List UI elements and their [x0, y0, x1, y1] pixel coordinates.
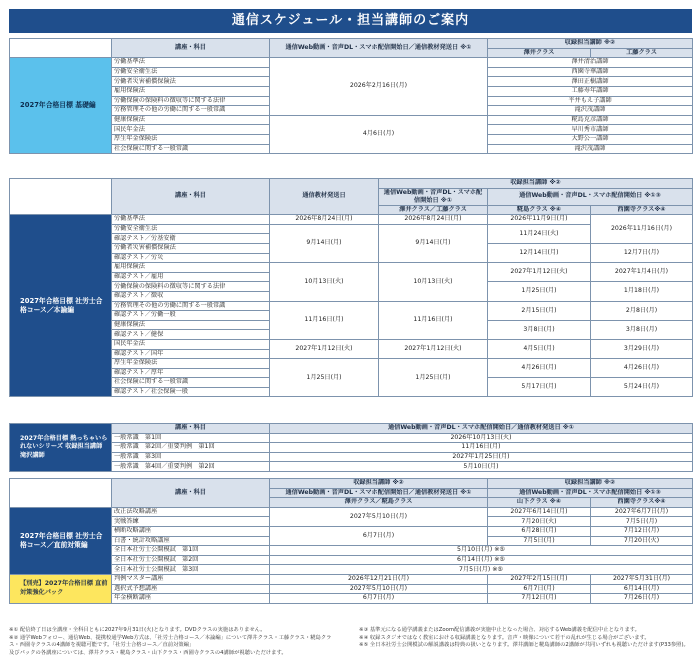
header-yamashita-class: 山下クラス ※④	[488, 498, 591, 508]
saionji-date-cell: 2月8日(月)	[591, 301, 693, 320]
footnotes	[9, 627, 692, 667]
subject-cell: 労働基準法	[112, 58, 270, 68]
ship-date-cell: 11月16日(月)	[270, 301, 379, 339]
teacher-cell: 糀島克彦講師	[488, 115, 693, 125]
subject-cell: 選択式予想講座	[112, 584, 270, 594]
header-ship-date: 通信教材発送日	[270, 179, 379, 215]
subject-cell: 一般常識 第1回	[112, 433, 270, 443]
saionji-date-cell: 1月18日(月)	[591, 282, 693, 301]
footnotes-right	[359, 627, 689, 650]
footnotes-left	[9, 627, 339, 658]
yamashita-date-cell: 6月28日(月)	[488, 526, 591, 536]
tsuga-date-cell: 2月15日(月)	[488, 301, 591, 320]
ship-date-cell: 2027年1月12日(火)	[270, 339, 379, 358]
subject-cell: 確認テスト／厚年	[112, 368, 270, 378]
header-sawai-tsuga-class: 澤井クラス／糀島クラス	[270, 498, 488, 508]
main-course-schedule-table	[9, 178, 693, 397]
date-cell: 2026年10月13日(火)	[270, 433, 693, 443]
header-date: 通信Web動画・音声DL・スマホ配信開始日／通信教材発送日 ※①	[270, 39, 488, 58]
subject-cell: 一般常識 第2回／重要判例 第1回	[112, 443, 270, 453]
category-label: 2027年合格目標 熱っちゃいられないシリーズ 収録担当講師 滝沢講師	[10, 424, 112, 472]
web-date-cell: 10月13日(火)	[379, 263, 488, 301]
saionji-date-cell: 12月7日(月)	[591, 243, 693, 262]
web-date-cell: 11月16日(月)	[379, 301, 488, 339]
tsuga-date-cell: 1月25日(月)	[488, 282, 591, 301]
category-label-pack: 【別売】2027年合格目標 直前対策強化パック	[10, 574, 112, 603]
header-subject: 講座・科目	[112, 39, 270, 58]
subject-cell: 確認テスト／国年	[112, 349, 270, 359]
header-saionji-class: 西園寺クラス※④	[591, 498, 693, 508]
saionji-date-cell: 6月14日(月)	[591, 584, 693, 594]
yamashita-date-cell: 7月12日(月)	[488, 594, 591, 604]
saionji-date-cell: 3月8日(月)	[591, 320, 693, 339]
series-schedule-table	[9, 423, 693, 472]
category-label: 2027年合格目標 社労士合格コース／直前対策編	[10, 507, 112, 574]
saionji-date-cell: 2027年5月31日(月)	[591, 574, 693, 584]
header-web-date: 通信Web動画・音声DL・スマホ配信開始日／通信教材発送日 ※①	[270, 488, 488, 498]
subject-cell: 実戦答練	[112, 517, 270, 527]
subject-cell: 労働保険の保険料の徴収等に関する法律	[112, 96, 270, 106]
subject-cell: 厚生年金保険法	[112, 134, 270, 144]
subject-cell: 判例マスター講座	[112, 574, 270, 584]
subject-cell: 労働基準法	[112, 215, 270, 225]
subject-cell: 確認テスト／労基安衛	[112, 234, 270, 244]
saionji-date-cell: 5月24日(月)	[591, 378, 693, 397]
subject-cell: 厚生年金保険法	[112, 359, 270, 369]
yamashita-date-cell: 6月7日(月)	[488, 584, 591, 594]
subject-cell: 社会保険に関する一般常識	[112, 378, 270, 388]
header-subject: 講座・科目	[112, 479, 270, 508]
tsuga-date-cell: 4月5日(月)	[488, 339, 591, 358]
date-cell: 2027年1月25日(月)	[270, 452, 693, 462]
subject-cell: 白書・統計攻略講座	[112, 536, 270, 546]
mock-exam-cell: 全日本社労士公開模試 第1回	[112, 546, 270, 556]
subject-cell: 労働安全衛生法	[112, 224, 270, 234]
tsuga-date-cell: 11月24日(火)	[488, 224, 591, 243]
subject-cell: 確認テスト／徴収	[112, 291, 270, 301]
teacher-cell: 工藤寿年講師	[488, 86, 693, 96]
web-date-cell: 2026年12月21日(月)	[270, 574, 488, 584]
subject-cell: 社会保険に関する一般常識	[112, 144, 270, 154]
yamashita-date-cell: 2027年2月15日(月)	[488, 574, 591, 584]
saionji-date-cell: 2027年6月7日(月)	[591, 507, 693, 517]
teacher-cell: 平井もえ子講師	[488, 96, 693, 106]
header-teacher-a: 収録担当講師 ※②	[270, 479, 488, 489]
teacher-cell: 滝沢茂講師	[488, 106, 693, 116]
subject-cell: 健康保険法	[112, 115, 270, 125]
saionji-date-cell: 2027年1月4日(月)	[591, 263, 693, 282]
date-cell: 2026年2月16日(月)	[270, 58, 488, 116]
subject-cell: 労働保険の保険料の徴収等に関する法律	[112, 282, 270, 292]
page-title: 通信スケジュール・担当講師のご案内	[9, 9, 692, 33]
tsuga-date-cell: 4月26日(月)	[488, 359, 591, 378]
web-date-cell: 2027年5月10日(月)	[270, 507, 488, 526]
date-cell: 11月16日(月)	[270, 443, 693, 453]
tsuga-date-cell: 12月14日(月)	[488, 243, 591, 262]
header-sawai-class: 澤井クラス	[488, 48, 591, 58]
footnote: 及びパックの各講座については、澤井クラス・糀島クラス・山下クラス・西園寺クラスの4講師が視聴いただけます。	[9, 650, 287, 657]
subject-cell: 一般常識 第4回／重要判例 第2回	[112, 462, 270, 472]
footnote: ※③ 基準元になる通学講義またはZoom配信講義が実施中止となった場合、対応するWeb講義を配信中止となります。	[359, 627, 640, 633]
teacher-cell: 早川秀市講師	[488, 125, 693, 135]
header-sawai-kudo-class: 澤井クラス／工藤クラス	[379, 205, 488, 215]
header-saionji-class: 西園寺クラス※④	[591, 205, 693, 215]
footnote: ※② 通学Webフォロー、通信Web、提携校通学Web方式は、「社労士合格コース／本論編」について澤井クラス・工藤クラス・糀島クラス・西園寺クラスの4講師を視聴可能です。「社労士合格コース／直前対策編」	[9, 634, 332, 649]
teacher-cell: 西園寺華講師	[488, 67, 693, 77]
header-blank	[10, 179, 112, 215]
date-cell: 5月10日(月)	[270, 462, 693, 472]
yamashita-date-cell: 7月20日(火)	[488, 517, 591, 527]
header-subject: 講座・科目	[112, 179, 270, 215]
subject-cell: 確認テスト／社会保険一般	[112, 387, 270, 397]
tsuga-date-cell: 2026年11月9日(月)	[488, 215, 591, 225]
header-teacher: 収録担当講師 ※②	[488, 39, 693, 49]
subject-cell: 確認テスト／健保	[112, 330, 270, 340]
footnote: ※④ 収録スタジオではなく教室における収録講義となります。音声・映像について若干の乱れが生じる場合がございます。	[359, 634, 650, 641]
teacher-cell: 滝沢茂講師	[488, 144, 693, 154]
yamashita-date-cell: 2027年6月14日(月)	[488, 507, 591, 517]
saionji-date-cell: 7月5日(月)	[591, 517, 693, 527]
final-prep-schedule-table	[9, 478, 693, 604]
saionji-date-cell: 3月29日(月)	[591, 339, 693, 358]
basic-schedule-table	[9, 38, 693, 154]
saionji-date-cell: 7月26日(月)	[591, 594, 693, 604]
header-tsuga-class: 糀島クラス ※④	[488, 205, 591, 215]
subject-cell: 労務管理その他の労働に関する一般常識	[112, 301, 270, 311]
web-date-cell: 2026年8月24日(月)	[379, 215, 488, 225]
subject-cell: 横断攻略講座	[112, 526, 270, 536]
footnote: ※⑤ 全日本社労士公開模試の解説講義は特典の扱いとなります。澤井講師と糀島講師の2講師が共同いずれも視聴いただけます(P33参照)。	[359, 642, 689, 649]
date-cell: 4月6日(月)	[270, 115, 488, 153]
tsuga-date-cell: 3月8日(月)	[488, 320, 591, 339]
header-teacher-b: 収録担当講師 ※②	[488, 479, 693, 489]
subject-cell: 労働者災害補償保険法	[112, 243, 270, 253]
subject-cell: 雇用保険法	[112, 263, 270, 273]
teacher-cell: 澤井清治講師	[488, 58, 693, 68]
subject-cell: 労働安全衛生法	[112, 67, 270, 77]
subject-cell: 労働者災害補償保険法	[112, 77, 270, 87]
teacher-cell: 大野公一講師	[488, 134, 693, 144]
web-date-cell: 9月14日(月)	[379, 224, 488, 262]
subject-cell: 一般常識 第3回	[112, 452, 270, 462]
mock-date-cell: 6月14日(月) ※⑤	[270, 555, 693, 565]
mock-date-cell: 5月10日(月) ※⑤	[270, 546, 693, 556]
category-label: 2027年合格目標 社労士合格コース／本論編	[10, 215, 112, 397]
footnote: ※① 配信終了日は全講座・全科目ともに2027年9月31日(火)となります。DVDクラスの実施はありません。	[9, 627, 266, 633]
mock-date-cell: 7月5日(月) ※⑤	[270, 565, 693, 575]
mock-exam-cell: 全日本社労士公開模試 第2回	[112, 555, 270, 565]
web-date-cell: 6月7日(月)	[270, 526, 488, 545]
saionji-date-cell: 7月20日(火)	[591, 536, 693, 546]
tsuga-date-cell: 5月17日(月)	[488, 378, 591, 397]
saionji-date-cell: 4月26日(月)	[591, 359, 693, 378]
subject-cell: 改正法攻略講座	[112, 507, 270, 517]
subject-cell: 国民年金法	[112, 339, 270, 349]
ship-date-cell: 1月25日(月)	[270, 359, 379, 397]
ship-date-cell: 10月13日(火)	[270, 263, 379, 301]
header-web-date-2: 通信Web動画・音声DL・スマホ配信開始日 ※①③	[488, 488, 693, 498]
yamashita-date-cell: 7月5日(月)	[488, 536, 591, 546]
header-web-date: 通信Web動画・音声DL・スマホ配信開始日 ※①	[379, 188, 488, 205]
subject-cell: 健康保険法	[112, 320, 270, 330]
header-kudo-class: 工藤クラス	[591, 48, 693, 58]
subject-cell: 確認テスト／雇用	[112, 272, 270, 282]
mock-exam-cell: 全日本社労士公開模試 第3回	[112, 565, 270, 575]
web-date-cell: 2027年1月12日(火)	[379, 339, 488, 358]
subject-cell: 確認テスト／労働一般	[112, 311, 270, 321]
header-web-date-2: 通信Web動画・音声DL・スマホ配信開始日 ※①③	[488, 188, 693, 205]
header-teacher: 収録担当講師 ※②	[379, 179, 693, 189]
subject-cell: 確認テスト／労災	[112, 253, 270, 263]
subject-cell: 国民年金法	[112, 125, 270, 135]
web-date-cell: 6月7日(月)	[270, 594, 488, 604]
header-subject: 講座・科目	[112, 424, 270, 434]
subject-cell: 年金横断講座	[112, 594, 270, 604]
saionji-date-cell: 2026年11月16日(月)	[591, 215, 693, 244]
web-date-cell: 1月25日(月)	[379, 359, 488, 397]
teacher-cell: 澤田正樹講師	[488, 77, 693, 87]
tsuga-date-cell: 2027年1月12日(火)	[488, 263, 591, 282]
ship-date-cell: 9月14日(月)	[270, 224, 379, 262]
saionji-date-cell: 7月12日(月)	[591, 526, 693, 536]
header-blank	[10, 39, 112, 58]
web-date-cell: 2027年5月10日(月)	[270, 584, 488, 594]
subject-cell: 雇用保険法	[112, 86, 270, 96]
header-date: 通信Web動画・音声DL・スマホ配信開始日／通信教材発送日 ※①	[270, 424, 693, 434]
ship-date-cell: 2026年8月24日(月)	[270, 215, 379, 225]
header-blank	[10, 479, 112, 508]
category-label: 2027年合格目標 基礎編	[10, 58, 112, 154]
subject-cell: 労務管理その他の労働に関する一般常識	[112, 106, 270, 116]
